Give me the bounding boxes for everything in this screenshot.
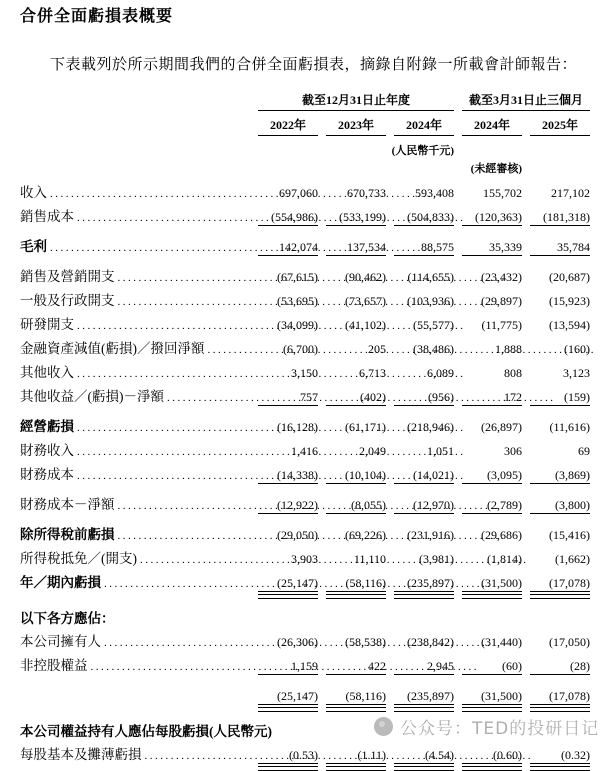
cell-value: (25,147) <box>258 689 318 705</box>
cell-value: (159) <box>530 390 590 406</box>
table-row <box>20 342 590 357</box>
cell-value: (31,440) <box>481 635 522 649</box>
table-row <box>20 420 590 435</box>
cell-value: (533,199) <box>326 210 386 226</box>
cell-value: (0.60) <box>462 748 522 764</box>
table-row <box>20 390 590 406</box>
cell-value: 2,049 <box>359 444 386 458</box>
table-row <box>20 210 590 226</box>
intro-paragraph: 下表載列於所示期間我們的合併全面虧損表，摘錄自附錄一所載會計師報告： <box>50 57 578 73</box>
cell-value: (11,616) <box>549 420 590 434</box>
cell-value: 69 <box>578 444 590 458</box>
cell-value: 11,110 <box>353 552 386 566</box>
cell-value: (1,662) <box>555 552 590 566</box>
table-row <box>20 689 590 705</box>
table-header <box>20 93 590 176</box>
table-row <box>20 659 590 675</box>
cell-value: (15,923) <box>549 294 590 308</box>
cell-value: (31,500) <box>462 689 522 705</box>
cell-value: (1,814) <box>487 552 522 566</box>
col-group-quarterly-label: 截至3月31日止三個月 <box>462 93 590 111</box>
row-label: 除所得稅前虧損 <box>20 527 115 542</box>
cell-value: (38,486) <box>413 342 454 356</box>
cell-value: (114,655) <box>407 270 454 284</box>
table-row <box>20 468 590 484</box>
cell-value: (41,102) <box>345 318 386 332</box>
cell-value: 1,416 <box>291 444 318 458</box>
cell-value: (16,128) <box>277 420 318 434</box>
cell-value: (8,055) <box>326 498 386 514</box>
table-row <box>20 186 590 201</box>
cell-value: 3,123 <box>563 366 590 380</box>
cell-value: (181,318) <box>530 210 590 226</box>
cell-value: (120,363) <box>462 210 522 226</box>
cell-value: (55,577) <box>413 318 454 332</box>
cell-value: (0.32) <box>530 748 590 764</box>
cell-value: (402) <box>326 390 386 406</box>
cell-value: (61,171) <box>345 420 386 434</box>
cell-value: (31,500) <box>462 576 522 592</box>
cell-value: 217,102 <box>551 186 590 200</box>
unit-note-row <box>20 144 590 158</box>
cell-value: (20,687) <box>549 270 590 284</box>
row-label: 以下各方應佔： <box>20 611 115 626</box>
cell-value: (90,462) <box>345 270 386 284</box>
year-header-2025-q1: 2025年 <box>530 118 590 136</box>
cell-value: (14,338) <box>258 468 318 484</box>
unaudited-note: (未經審核) <box>470 163 522 175</box>
column-group-row <box>20 93 590 111</box>
cell-value: (956) <box>394 390 454 406</box>
row-label: 銷售成本 <box>20 209 74 224</box>
cell-value: (25,147) <box>258 576 318 592</box>
row-label: 年／期內虧損 <box>20 575 101 590</box>
cell-value: 697,060 <box>279 186 318 200</box>
unit-note: (人民幣千元) <box>391 145 454 157</box>
cell-value: (504,833) <box>394 210 454 226</box>
cell-value: 88,575 <box>394 240 454 256</box>
cell-value: (29,897) <box>481 294 522 308</box>
cell-value: (69,226) <box>345 528 386 542</box>
cell-value: (58,116) <box>326 576 386 592</box>
table-row <box>20 318 590 333</box>
unaudited-note-row <box>20 162 590 176</box>
col-group-annual-label: 截至12月31日止年度 <box>258 93 454 111</box>
cell-value: 422 <box>326 659 386 675</box>
cell-value: (3,800) <box>530 498 590 514</box>
cell-value: (11,775) <box>481 318 522 332</box>
cell-value: (34,099) <box>277 318 318 332</box>
cell-value: 35,784 <box>530 240 590 256</box>
table-row <box>20 498 590 514</box>
table-row <box>20 240 590 256</box>
cell-value: 155,702 <box>483 186 522 200</box>
cell-value: (218,946) <box>407 420 454 434</box>
cell-value: 137,534 <box>326 240 386 256</box>
table-body <box>20 186 590 764</box>
cell-value: (26,306) <box>277 635 318 649</box>
cell-value: (238,842) <box>407 635 454 649</box>
year-header-2024: 2024年 <box>394 118 454 136</box>
table-row <box>20 552 590 567</box>
cell-value: 593,408 <box>415 186 454 200</box>
cell-value: (2,789) <box>462 498 522 514</box>
table-row <box>20 444 590 459</box>
row-label: 所得稅抵免／(開支) <box>20 551 137 566</box>
table-row <box>20 366 590 381</box>
cell-value: 142,074 <box>258 240 318 256</box>
cell-value: (15,416) <box>549 528 590 542</box>
row-label: 經營虧損 <box>20 419 74 434</box>
year-header-2024-q1: 2024年 <box>462 118 522 136</box>
watermark-text: 公众号：TED的投研日记 <box>400 719 600 739</box>
year-header-row <box>20 118 590 136</box>
cell-value: (23,432) <box>481 270 522 284</box>
cell-value: (67,615) <box>277 270 318 284</box>
cell-value: 757 <box>258 390 318 406</box>
cell-value: (103,936) <box>407 294 454 308</box>
row-label: 本公司擁有人 <box>20 634 101 649</box>
table-row <box>20 294 590 309</box>
cell-value: (160) <box>564 342 590 356</box>
cell-value: (17,050) <box>549 635 590 649</box>
cell-value: 205 <box>368 342 386 356</box>
row-label: 金融資產減值(虧損)／撥回淨額 <box>20 341 205 356</box>
cell-value: (12,922) <box>258 498 318 514</box>
cell-value: (58,538) <box>345 635 386 649</box>
income-statement-table <box>20 93 590 764</box>
row-label: 其他收益／(虧損)－淨額 <box>20 389 164 404</box>
cell-value: (231,916) <box>407 528 454 542</box>
cell-value: (235,897) <box>394 576 454 592</box>
cell-value: (17,078) <box>530 576 590 592</box>
row-label: 本公司權益持有人應佔每股虧損(人民幣元) <box>20 724 272 739</box>
cell-value: (29,686) <box>481 528 522 542</box>
cell-value: (4.54) <box>394 748 454 764</box>
table-row <box>20 748 590 764</box>
cell-value: (10,104) <box>326 468 386 484</box>
cell-value: 670,733 <box>347 186 386 200</box>
cell-value: (60) <box>462 659 522 675</box>
cell-value: (73,657) <box>345 294 386 308</box>
row-label: 其他收入 <box>20 365 74 380</box>
cell-value: (29,050) <box>277 528 318 542</box>
cell-value: 6,089 <box>427 366 454 380</box>
row-label: 每股基本及攤薄虧損 <box>20 747 142 762</box>
cell-value: (554,986) <box>258 210 318 226</box>
cell-value: (17,078) <box>530 689 590 705</box>
cell-value: 3,903 <box>291 552 318 566</box>
cell-value: 172 <box>462 390 522 406</box>
cell-value: (28) <box>530 659 590 675</box>
cell-value: (53,695) <box>277 294 318 308</box>
cell-value: (13,594) <box>549 318 590 332</box>
row-label: 非控股權益 <box>20 658 88 673</box>
table-row <box>20 576 590 592</box>
year-header-2022: 2022年 <box>258 118 318 136</box>
col-group-quarterly <box>454 93 590 111</box>
cell-value: (26,897) <box>481 420 522 434</box>
cell-value: (58,116) <box>326 689 386 705</box>
row-label: 銷售及營銷開支 <box>20 269 115 284</box>
section-row <box>20 612 590 626</box>
cell-value: 6,713 <box>359 366 386 380</box>
cell-value: 35,339 <box>462 240 522 256</box>
row-label: 研發開支 <box>20 317 74 332</box>
cell-value: 2,945 <box>394 659 454 675</box>
row-label: 毛利 <box>20 239 47 254</box>
cell-value: (6,700) <box>283 342 318 356</box>
cell-value: 1,051 <box>427 444 454 458</box>
wechat-official-account-icon <box>374 717 393 736</box>
col-group-annual <box>250 93 454 111</box>
watermark <box>374 714 599 739</box>
cell-value: (3,869) <box>530 468 590 484</box>
row-label: 財務成本－淨額 <box>20 497 115 512</box>
year-header-2023: 2023年 <box>326 118 386 136</box>
cell-value: 1,888 <box>495 342 522 356</box>
row-label: 收入 <box>20 185 47 200</box>
cell-value: (14,021) <box>394 468 454 484</box>
cell-value: (3,981) <box>419 552 454 566</box>
row-label: 財務成本 <box>20 467 74 482</box>
cell-value: (12,970) <box>394 498 454 514</box>
cell-value: 306 <box>504 444 522 458</box>
row-label: 財務收入 <box>20 443 74 458</box>
row-label: 一般及行政開支 <box>20 293 115 308</box>
cell-value: 1,159 <box>258 659 318 675</box>
cell-value: (3,095) <box>462 468 522 484</box>
cell-value: 808 <box>504 366 522 380</box>
cell-value: (0.53) <box>258 748 318 764</box>
page-title: 合併全面虧損表概要 <box>20 8 174 25</box>
cell-value: (235,897) <box>394 689 454 705</box>
cell-value: 3,150 <box>291 366 318 380</box>
table-row <box>20 528 590 543</box>
cell-value: (1.11) <box>326 748 386 764</box>
table-row <box>20 635 590 650</box>
table-row <box>20 270 590 285</box>
